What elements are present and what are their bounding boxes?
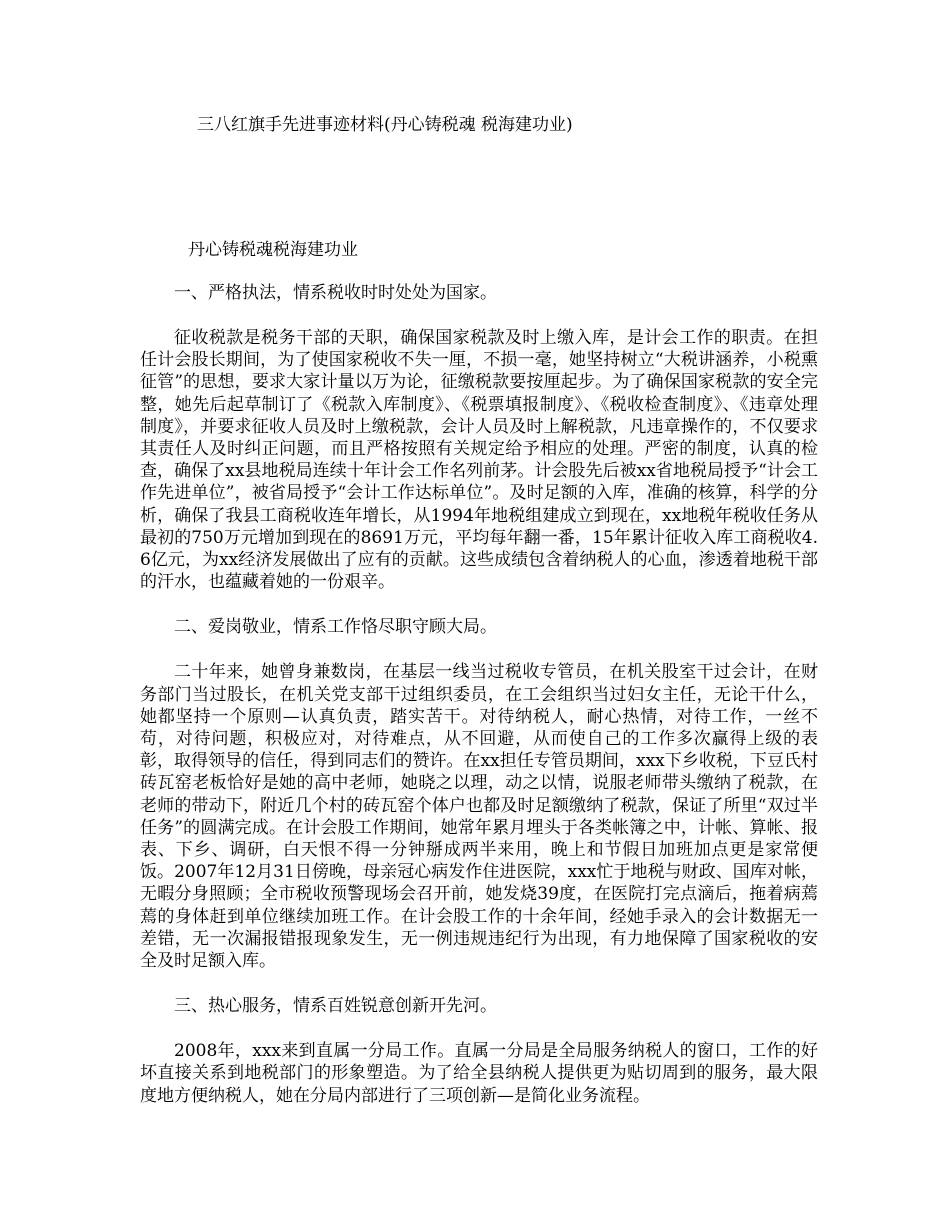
section-1-heading: 一、严格执法，情系税收时时处处为国家。 [174,283,497,303]
section-3-heading: 三、热心服务，情系百姓锐意创新开先河。 [174,996,497,1017]
section-2-paragraph: 二十年来，她曾身兼数岗，在基层一线当过税收专管员，在机关股室干过会计，在财务部门当过股长，在机关党支部干过组织委员，在工会组织当过妇女主任，无论干什么，她都坚持一个原则—认真负责，踏实苦干。对待纳税人，耐心热情，对待工作，一丝不苟，对待问题，积极应对，对待难点，从不回避，从而使自己的工作多次赢得上级的表彰，取得领导的信任，得到同志们的赞许。在xx担任专管员期间，xxx下乡收税，下豆氏村砖瓦窑老板恰好是她的高中老师，她晓之以理，动之以情，说服老师带头缴纳了税款，在老师的带动下，附近几个村的砖瓦窑个体户也都及时足额缴纳了税款，保证了所里“双过半任务”的圆满完成。在计会股工作期间，她常年累月埋头于各类帐簿之中，计帐、算帐、报表、下乡、调研，白天恨不得一分钟掰成两半来用，晚上和节假日加班加点更是家常便饭。2007年12月31日傍晚，母亲冠心病发作住进医院，xxx忙于地税与财政、国库对帐，无暇分身照顾；全市税收预警现场会召开前，她发烧39度，在医院打完点滴后，拖着病蔫蔫的身体赶到单位继续加班工作。在计会股工作的十余年间，经她手录入的会计数据无一差错，无一次漏报错报现象发生，无一例违规违纪行为出现，有力地保障了国家税收的安全及时足额入库。 [140,662,818,972]
section-1-paragraph: 征收税款是税务干部的天职，确保国家税款及时上缴入库，是计会工作的职责。在担任计会股长期间，为了使国家税收不失一厘，不损一毫，她坚持树立“大税讲涵养，小税熏征管”的思想，要求大家计量以万为论，征缴税款要按厘起步。为了确保国家税款的安全完整，她先后起草制订了《税款入库制度》、《税票填报制度》、《税收检查制度》、《违章处理制度》，并要求征收人员及时上缴税款，会计人员及时上解税款，凡违章操作的，不仅要求其责任人及时纠正问题，而且严格按照有关规定给予相应的处理。严密的制度，认真的检查，确保了xx县地税局连续十年计会工作名列前茅。计会股先后被xx省地税局授予“计会工作先进单位”，被省局授予“会计工作达标单位”。及时足额的入库，准确的核算，科学的分析，确保了我县工商税收连年增长，从1994年地税组建成立到现在，xx地税年税收任务从最初的750万元增加到现在的8691万元，平均每年翻一番，15年累计征收入库工商税收4.6亿元，为xx经济发展做出了应有的贡献。这些成绩包含着纳税人的心血，渗透着地税干部的汗水，也蕴藏着她的一份艰辛。 [140,328,818,593]
document-subtitle: 丹心铸税魂税海建功业 [188,240,358,260]
document-title: 三八红旗手先进事迹材料(丹心铸税魂 税海建功业) [197,115,573,135]
section-2-heading: 二、爱岗敬业，情系工作恪尽职守顾大局。 [174,617,497,638]
section-3-paragraph: 2008年，xxx来到直属一分局工作。直属一分局是全局服务纳税人的窗口，工作的好坏直接关系到地税部门的形象塑造。为了给全县纳税人提供更为贴切周到的服务，最大限度地方便纳税人，她在分局内部进行了三项创新—是简化业务流程。 [140,1041,818,1106]
document-body [140,282,818,1130]
